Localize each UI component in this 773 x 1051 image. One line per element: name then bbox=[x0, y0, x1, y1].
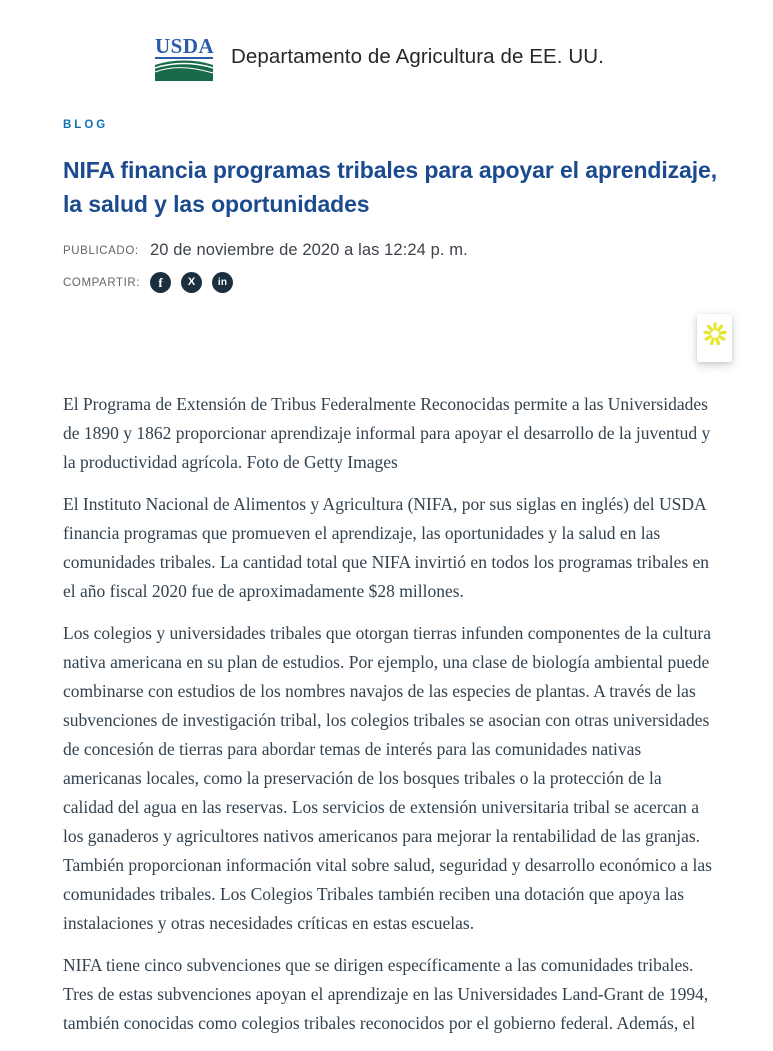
linkedin-icon: in bbox=[217, 276, 228, 288]
share-icons bbox=[150, 272, 233, 293]
usda-logo[interactable] bbox=[155, 36, 213, 81]
share-row bbox=[63, 272, 233, 293]
paragraph: NIFA tiene cinco subvenciones que se dirigen específicamente a las comunidades tribales. Tres de estas subvenciones apoyan el aprendizaje en las Universidades Land-Grant de 1994, también conocidas como colegios tribales reconocidos por el gobierno federal. Además, el bbox=[63, 955, 709, 1033]
article-title: NIFA financia programas tribales para apoyar el aprendizaje, la salud y las oportunidades bbox=[63, 157, 717, 217]
linkedin-share-button[interactable] bbox=[212, 272, 233, 293]
usda-logo-wordmark: USDA bbox=[155, 34, 215, 58]
paragraph: El Instituto Nacional de Alimentos y Agricultura (NIFA, por sus siglas en inglés) del USDA financia programas que promueven el aprendizaje, las oportunidades y la salud en las comunidades tribales. La cantidad total que NIFA invirtió en todos los programas tribales en el año fiscal 2020 fue de aproximadamente $28 millones. bbox=[63, 494, 710, 601]
x-twitter-share-button[interactable] bbox=[181, 272, 202, 293]
published-label: PUBLICADO: bbox=[63, 244, 139, 257]
blog-eyebrow: BLOG bbox=[63, 119, 109, 131]
article-body bbox=[63, 390, 715, 1051]
paragraph-caption: El Programa de Extensión de Tribus Federalmente Reconocidas permite a las Universidades de 1890 y 1862 proporcionar aprendizaje informal para apoyar el desarrollo de la juventud y la productividad agrícola. Foto de Getty Images bbox=[63, 394, 711, 472]
usda-logo-field-icon bbox=[155, 60, 213, 81]
facebook-icon: f bbox=[158, 275, 163, 290]
share-label: COMPARTIR: bbox=[63, 276, 141, 289]
published-row bbox=[63, 241, 468, 260]
facebook-share-button[interactable] bbox=[150, 272, 171, 293]
paragraph: Los colegios y universidades tribales que otorgan tierras infunden componentes de la cultura nativa americana en su plan de estudios. Por ejemplo, una clase de biología ambiental puede combinarse con estudios de los nombres navajos de las especies de plantas. A través de las subvenciones de investigación tribal, los colegios tribales se asocian con otras universidades de concesión de tierras para abordar temas de interés para las comunidades nativas americanas locales, como la preservación de los bosques tribales o la protección de la calidad del agua en las reservas. Los servicios de extensión universitaria tribal se acercan a los ganaderos y agricultores nativos americanos para mejorar la rentabilidad de las granjas. También proporcionan información vital sobre salud, seguridad y desarrollo económico a las comunidades tribales. Los Colegios Tribales también reciben una dotación que apoya las instalaciones y otras necesidades críticas en estas escuelas. bbox=[63, 623, 712, 933]
published-date: 20 de noviembre de 2020 a las 12:24 p. m. bbox=[150, 241, 468, 259]
loading-spinner-card bbox=[697, 314, 732, 362]
agency-name[interactable]: Departamento de Agricultura de EE. UU. bbox=[231, 45, 604, 68]
loading-spinner-icon bbox=[702, 321, 728, 347]
x-twitter-icon: X bbox=[187, 276, 196, 288]
